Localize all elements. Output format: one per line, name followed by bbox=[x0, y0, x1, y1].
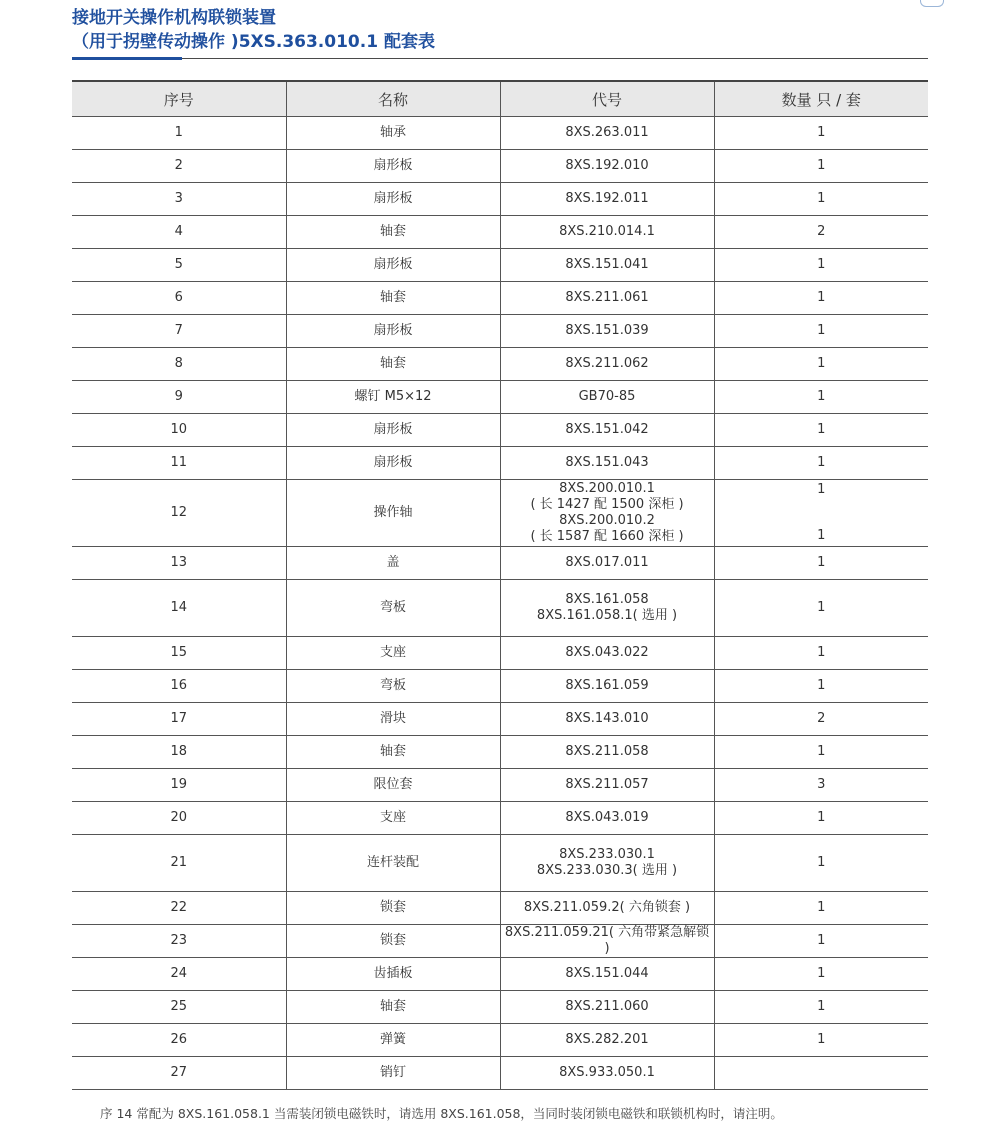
row-number: 18 bbox=[72, 736, 286, 769]
part-code bbox=[500, 150, 714, 183]
part-code bbox=[500, 958, 714, 991]
row-number: 26 bbox=[72, 1024, 286, 1057]
table-header-row bbox=[72, 81, 928, 117]
part-quantity-value: 1 bbox=[817, 528, 826, 543]
part-quantity: 1 bbox=[714, 925, 928, 958]
part-code-line: 8XS.161.059 bbox=[565, 678, 649, 693]
part-quantity: 1 bbox=[714, 414, 928, 447]
row-number: 14 bbox=[72, 580, 286, 637]
part-code-line: 8XS.211.058 bbox=[565, 744, 649, 759]
table-row bbox=[72, 637, 928, 670]
row-number: 3 bbox=[72, 183, 286, 216]
part-code bbox=[500, 637, 714, 670]
part-quantity: 1 bbox=[714, 802, 928, 835]
header-no: 序号 bbox=[72, 81, 286, 117]
part-name: 弹簧 bbox=[286, 1024, 500, 1057]
part-code-line: 8XS.211.057 bbox=[565, 777, 649, 792]
part-quantity bbox=[714, 480, 928, 547]
part-quantity: 2 bbox=[714, 703, 928, 736]
title-line-2: （用于拐壁传动操作 )5XS.363.010.1 配套表 bbox=[72, 32, 435, 52]
part-code-line: 8XS.151.042 bbox=[565, 422, 649, 437]
part-code-line: 8XS.161.058.1( 选用 ) bbox=[536, 608, 678, 623]
row-number: 12 bbox=[72, 480, 286, 547]
table-row bbox=[72, 117, 928, 150]
table-row bbox=[72, 183, 928, 216]
part-code bbox=[500, 282, 714, 315]
table-row bbox=[72, 670, 928, 703]
table-row bbox=[72, 769, 928, 802]
part-quantity: 2 bbox=[714, 216, 928, 249]
part-name: 操作轴 bbox=[286, 480, 500, 547]
part-quantity: 3 bbox=[714, 769, 928, 802]
part-code-line: 8XS.151.043 bbox=[565, 455, 649, 470]
part-code-line: 8XS.161.058 bbox=[565, 592, 649, 607]
row-number: 6 bbox=[72, 282, 286, 315]
title-line-1: 接地开关操作机构联锁装置 bbox=[72, 8, 276, 28]
row-number: 21 bbox=[72, 835, 286, 892]
part-code bbox=[500, 183, 714, 216]
row-number: 8 bbox=[72, 348, 286, 381]
table-row bbox=[72, 315, 928, 348]
part-code-line: 8XS.233.030.3( 选用 ) bbox=[536, 863, 678, 878]
table-row bbox=[72, 991, 928, 1024]
row-number: 27 bbox=[72, 1057, 286, 1090]
part-code-line: 8XS.211.059.2( 六角锁套 ) bbox=[523, 900, 691, 915]
part-code bbox=[500, 991, 714, 1024]
part-code bbox=[500, 769, 714, 802]
row-number: 15 bbox=[72, 637, 286, 670]
part-code-line: 8XS.151.041 bbox=[565, 257, 649, 272]
part-code bbox=[500, 249, 714, 282]
table-row bbox=[72, 348, 928, 381]
header-name: 名称 bbox=[286, 81, 500, 117]
part-code bbox=[500, 547, 714, 580]
part-code bbox=[500, 892, 714, 925]
part-name: 盖 bbox=[286, 547, 500, 580]
part-name: 轴套 bbox=[286, 991, 500, 1024]
part-quantity: 1 bbox=[714, 670, 928, 703]
part-quantity: 1 bbox=[714, 958, 928, 991]
row-number: 7 bbox=[72, 315, 286, 348]
row-number: 11 bbox=[72, 447, 286, 480]
part-code bbox=[500, 348, 714, 381]
part-name: 锁套 bbox=[286, 892, 500, 925]
part-name: 轴套 bbox=[286, 282, 500, 315]
part-quantity: 1 bbox=[714, 381, 928, 414]
table-row bbox=[72, 925, 928, 958]
row-number: 16 bbox=[72, 670, 286, 703]
part-quantity bbox=[714, 1057, 928, 1090]
part-quantity: 1 bbox=[714, 447, 928, 480]
part-quantity: 1 bbox=[714, 892, 928, 925]
table-row bbox=[72, 835, 928, 892]
part-name: 弯板 bbox=[286, 580, 500, 637]
row-number: 13 bbox=[72, 547, 286, 580]
table-row bbox=[72, 249, 928, 282]
part-quantity: 1 bbox=[714, 580, 928, 637]
part-quantity: 1 bbox=[714, 183, 928, 216]
row-number: 2 bbox=[72, 150, 286, 183]
row-number: 17 bbox=[72, 703, 286, 736]
part-quantity: 1 bbox=[714, 637, 928, 670]
part-code-line: 8XS.263.011 bbox=[565, 125, 649, 140]
part-code-line: 8XS.043.022 bbox=[565, 645, 649, 660]
row-number: 25 bbox=[72, 991, 286, 1024]
table-row bbox=[72, 414, 928, 447]
row-number: 9 bbox=[72, 381, 286, 414]
part-code-line: GB70-85 bbox=[578, 389, 636, 404]
part-code-line: 8XS.043.019 bbox=[565, 810, 649, 825]
part-quantity: 1 bbox=[714, 547, 928, 580]
part-quantity: 1 bbox=[714, 282, 928, 315]
part-code bbox=[500, 703, 714, 736]
part-quantity: 1 bbox=[714, 1024, 928, 1057]
table-row bbox=[72, 216, 928, 249]
part-quantity: 1 bbox=[714, 150, 928, 183]
part-name: 支座 bbox=[286, 637, 500, 670]
part-code-line: ( 长 1427 配 1500 深柜 ) bbox=[530, 497, 684, 512]
part-code-line: 8XS.933.050.1 bbox=[559, 1065, 655, 1080]
table-row bbox=[72, 480, 928, 547]
title-divider bbox=[72, 58, 928, 59]
parts-table bbox=[72, 80, 928, 1090]
part-name: 锁套 bbox=[286, 925, 500, 958]
part-quantity: 1 bbox=[714, 249, 928, 282]
part-code bbox=[500, 670, 714, 703]
title-accent-bar bbox=[72, 57, 182, 60]
part-quantity: 1 bbox=[714, 736, 928, 769]
row-number: 24 bbox=[72, 958, 286, 991]
part-code bbox=[500, 1057, 714, 1090]
part-code-line: 8XS.200.010.1 bbox=[559, 481, 655, 496]
document-title bbox=[72, 6, 435, 54]
part-code-line: 8XS.211.062 bbox=[565, 356, 649, 371]
part-quantity: 1 bbox=[714, 348, 928, 381]
part-code bbox=[500, 835, 714, 892]
part-name: 滑块 bbox=[286, 703, 500, 736]
part-code-line: 8XS.151.039 bbox=[565, 323, 649, 338]
part-name: 连杆装配 bbox=[286, 835, 500, 892]
table-row bbox=[72, 703, 928, 736]
row-number: 22 bbox=[72, 892, 286, 925]
part-code bbox=[500, 447, 714, 480]
header-qty: 数量 只 / 套 bbox=[714, 81, 928, 117]
part-quantity: 1 bbox=[714, 117, 928, 150]
row-number: 10 bbox=[72, 414, 286, 447]
part-code bbox=[500, 480, 714, 547]
table-row bbox=[72, 736, 928, 769]
part-name: 轴套 bbox=[286, 216, 500, 249]
part-name: 轴套 bbox=[286, 736, 500, 769]
part-code bbox=[500, 117, 714, 150]
part-quantity: 1 bbox=[714, 991, 928, 1024]
part-code bbox=[500, 315, 714, 348]
part-code-line: 8XS.200.010.2 bbox=[559, 513, 655, 528]
table-row bbox=[72, 150, 928, 183]
part-name: 扇形板 bbox=[286, 315, 500, 348]
part-code-line: 8XS.192.011 bbox=[565, 191, 649, 206]
row-number: 4 bbox=[72, 216, 286, 249]
part-code bbox=[500, 802, 714, 835]
part-code-line: 8XS.143.010 bbox=[565, 711, 649, 726]
part-quantity: 1 bbox=[714, 835, 928, 892]
part-code-line: 8XS.210.014.1 bbox=[559, 224, 655, 239]
row-number: 20 bbox=[72, 802, 286, 835]
part-code-line: 8XS.211.059.21( 六角带紧急解锁 ) bbox=[504, 925, 710, 956]
part-quantity-value: 1 bbox=[817, 482, 826, 497]
part-code bbox=[500, 580, 714, 637]
table-row bbox=[72, 892, 928, 925]
header-code: 代号 bbox=[500, 81, 714, 117]
table-row bbox=[72, 447, 928, 480]
part-name: 螺钉 M5×12 bbox=[286, 381, 500, 414]
part-code-line: 8XS.192.010 bbox=[565, 158, 649, 173]
table-row bbox=[72, 802, 928, 835]
part-name: 扇形板 bbox=[286, 414, 500, 447]
table-row bbox=[72, 381, 928, 414]
part-name: 齿插板 bbox=[286, 958, 500, 991]
part-name: 扇形板 bbox=[286, 150, 500, 183]
part-name: 扇形板 bbox=[286, 447, 500, 480]
part-name: 轴套 bbox=[286, 348, 500, 381]
table-row bbox=[72, 1024, 928, 1057]
row-number: 19 bbox=[72, 769, 286, 802]
part-quantity: 1 bbox=[714, 315, 928, 348]
row-number: 1 bbox=[72, 117, 286, 150]
part-code bbox=[500, 1024, 714, 1057]
part-name: 销钉 bbox=[286, 1057, 500, 1090]
part-name: 轴承 bbox=[286, 117, 500, 150]
part-code bbox=[500, 216, 714, 249]
part-code bbox=[500, 925, 714, 958]
corner-decoration bbox=[920, 0, 944, 7]
part-code bbox=[500, 414, 714, 447]
table-row bbox=[72, 958, 928, 991]
footnote: 序 14 常配为 8XS.161.058.1 当需装闭锁电磁铁时，请选用 8XS.161.058，当同时装闭锁电磁铁和联锁机构时，请注明。 bbox=[100, 1106, 783, 1121]
part-code-line: 8XS.233.030.1 bbox=[559, 847, 655, 862]
part-code bbox=[500, 381, 714, 414]
part-name: 支座 bbox=[286, 802, 500, 835]
table-row bbox=[72, 282, 928, 315]
table-row bbox=[72, 547, 928, 580]
table-row bbox=[72, 580, 928, 637]
part-code-line: 8XS.282.201 bbox=[565, 1032, 649, 1047]
part-name: 限位套 bbox=[286, 769, 500, 802]
part-code-line: 8XS.017.011 bbox=[565, 555, 649, 570]
part-code-line: 8XS.151.044 bbox=[565, 966, 649, 981]
part-name: 弯板 bbox=[286, 670, 500, 703]
part-code-line: ( 长 1587 配 1660 深柜 ) bbox=[530, 529, 684, 544]
part-name: 扇形板 bbox=[286, 249, 500, 282]
part-code-line: 8XS.211.060 bbox=[565, 999, 649, 1014]
part-code bbox=[500, 736, 714, 769]
part-name: 扇形板 bbox=[286, 183, 500, 216]
table-row bbox=[72, 1057, 928, 1090]
row-number: 5 bbox=[72, 249, 286, 282]
part-code-line: 8XS.211.061 bbox=[565, 290, 649, 305]
row-number: 23 bbox=[72, 925, 286, 958]
